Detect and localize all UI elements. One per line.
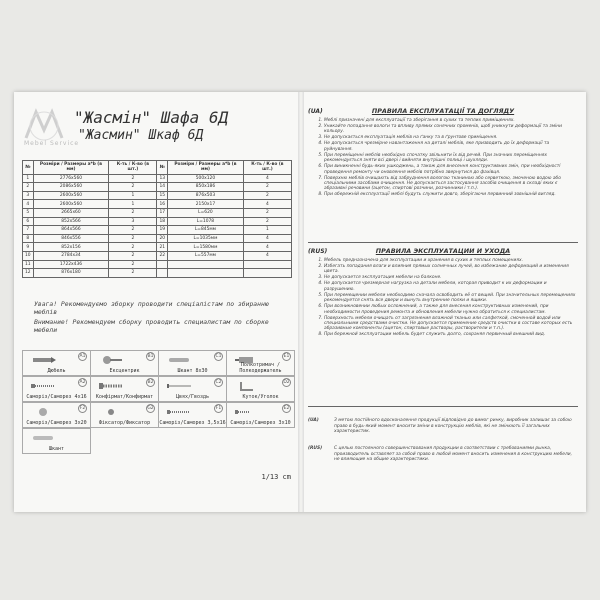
table-cell: 2665х60 xyxy=(33,208,109,217)
table-row xyxy=(23,269,292,278)
footer-lang-ru: (RUS) xyxy=(308,446,323,451)
rules-title-ua: ПРАВИЛА ЕКСПЛУАТАЦІЇ ТА ДОГЛЯДУ xyxy=(371,107,515,115)
fitting-label: Саморіз/Саморез 3,5х16 xyxy=(159,420,226,426)
table-cell: 9 xyxy=(23,243,34,252)
fitting-shelf-holder xyxy=(226,350,295,376)
table-cell: 2 xyxy=(109,226,157,235)
table-cell: 2 xyxy=(109,260,157,269)
table-cell: 8 xyxy=(23,234,34,243)
fitting-label: Ексцентрик xyxy=(109,368,140,374)
shkant-icon xyxy=(29,433,57,443)
parts-table xyxy=(22,160,292,278)
table-cell: 2 xyxy=(109,183,157,192)
table-header: Розміри / Размеры a*b (в мм) xyxy=(168,161,244,175)
fitting-code: C1 xyxy=(215,354,222,359)
table-cell: 2600х560 xyxy=(33,191,109,200)
fitting-fixator xyxy=(90,402,159,428)
table-row xyxy=(23,217,292,226)
assembly-note-ua: Увага! Рекомендуємо зборку проводити спеціалістам по збиранню меблів xyxy=(34,300,269,316)
table-cell: 10 xyxy=(23,251,34,260)
fitting-code: C2 xyxy=(215,380,222,385)
table-cell xyxy=(157,269,168,278)
rule-item: 6. При возникновении любых осложнений, а также для внесения конструктивных изменений, при необходимости проведения ремонта и обновления мебели нужно обратиться к специалистам. xyxy=(324,304,578,315)
divider xyxy=(308,406,578,407)
table-cell: 2 xyxy=(109,208,157,217)
nail-icon xyxy=(165,381,193,391)
rules-list-ru xyxy=(308,258,578,338)
lang-tag-ru: (RUS) xyxy=(308,248,328,255)
table-cell: 12 xyxy=(23,269,34,278)
fitting-label: Саморіз/Саморез 3х20 xyxy=(26,420,87,426)
table-cell: 4 xyxy=(23,200,34,209)
page-number: 1/13 cm xyxy=(261,473,291,481)
table-cell: 2 xyxy=(109,243,157,252)
right-page xyxy=(306,100,580,505)
rules-ua xyxy=(308,108,578,198)
left-page xyxy=(20,100,295,505)
screw-icon xyxy=(165,407,193,417)
table-cell: 876х503 xyxy=(168,191,244,200)
table-cell: 2 xyxy=(109,251,157,260)
screw-icon xyxy=(233,407,261,417)
screw-icon xyxy=(29,381,57,391)
table-cell: 22 xyxy=(157,251,168,260)
table-cell: L=620 xyxy=(168,208,244,217)
fitting-code: F2 xyxy=(79,406,86,411)
fitting-label: Саморіз/Саморез 3х10 xyxy=(230,420,291,426)
product-title-ua: "Жасмін" Шафа 6Д xyxy=(74,108,229,127)
table-cell: L=1078 xyxy=(168,217,244,226)
table-row xyxy=(23,191,292,200)
fitting-label: Полкотримач / Полкодержатель xyxy=(239,362,282,374)
table-cell: 1 xyxy=(23,174,34,183)
table-cell: 14 xyxy=(157,183,168,192)
eccentric-icon xyxy=(97,355,125,365)
table-cell: 2 xyxy=(109,174,157,183)
table-cell xyxy=(243,269,291,278)
rules-title-ru: ПРАВИЛА ЭКСПЛУАТАЦИИ И УХОДА xyxy=(375,247,511,255)
table-cell: 2 xyxy=(243,208,291,217)
table-cell: 1 xyxy=(109,191,157,200)
table-cell: 4 xyxy=(243,243,291,252)
table-cell: 2 xyxy=(109,269,157,278)
fitting-code: A2 xyxy=(79,380,86,385)
fitting-shkant xyxy=(158,350,227,376)
table-row xyxy=(23,183,292,192)
table-cell xyxy=(168,260,244,269)
table-cell: 2776х560 xyxy=(33,174,109,183)
table-row xyxy=(23,243,292,252)
table-cell: 846х556 xyxy=(33,234,109,243)
table-row xyxy=(23,200,292,209)
fitting-code: G2 xyxy=(147,406,154,411)
fitting-screw-3-5x16 xyxy=(158,402,227,428)
footer-lang-ua: (UA) xyxy=(308,418,319,423)
table-row xyxy=(23,208,292,217)
fitting-code: F1 xyxy=(215,406,222,411)
fixator-icon xyxy=(97,407,125,417)
fitting-code: E2 xyxy=(283,406,290,411)
fitting-screw-3x20 xyxy=(22,402,91,428)
footer-text-ru: С целью постоянного совершенствования продукции в соответствии с требованиями рынка, производитель оставляет за собой право в любой момент вносить изменения в конструкцию мебели, не влияющие на общие характеристики. xyxy=(334,446,573,462)
rule-item: 5. При переміщенні меблів необхідно спочатку звільнити їх від речей. При значних переміщеннях рекомендується зняти всі двері і вийняти внутрішні полиці і шухляди. xyxy=(324,153,578,164)
table-header: Розміри / Размеры a*b (в мм) xyxy=(33,161,109,175)
brand-logo-text: Mebel Service xyxy=(24,140,80,147)
table-cell xyxy=(157,260,168,269)
fitting-nail xyxy=(158,376,227,402)
table-header: № xyxy=(23,161,34,175)
table-cell: 2 xyxy=(23,183,34,192)
assembly-note-ru: Внимание! Рекомендуем сборку проводить специалистам по сборке мебели xyxy=(34,318,269,334)
fitting-label: Шкант xyxy=(48,446,65,452)
fitting-shkant-plain xyxy=(22,428,91,454)
rule-item: 1. Мебель предназначена для эксплуатации и хранения в сухих и теплых помещениях. xyxy=(324,258,578,263)
fitting-label: Дюбель xyxy=(47,368,66,374)
table-cell: 2 xyxy=(243,183,291,192)
table-cell: L=557мм xyxy=(168,251,244,260)
table-cell xyxy=(243,260,291,269)
table-cell: 4 xyxy=(243,234,291,243)
table-cell: 21 xyxy=(157,243,168,252)
table-cell: 500х120 xyxy=(168,174,244,183)
dowel-icon xyxy=(29,355,57,365)
table-row xyxy=(23,174,292,183)
fitting-label: Цвях/Гвоздь xyxy=(175,394,210,400)
table-cell: 2 xyxy=(109,234,157,243)
table-cell: 1 xyxy=(243,226,291,235)
corner-bracket-icon xyxy=(233,381,261,391)
table-cell: L=1580мм xyxy=(168,243,244,252)
fitting-label: Фіксатор/Фиксатор xyxy=(98,420,151,426)
footer-ua xyxy=(308,418,578,435)
fitting-label: Куток/Уголок xyxy=(242,394,279,400)
rules-ru xyxy=(308,248,578,338)
screw-icon xyxy=(29,407,57,417)
fitting-confirmat xyxy=(90,376,159,402)
table-cell: 850х186 xyxy=(168,183,244,192)
rule-item: 3. Не допускається експлуатація меблів на ґанку та в ґрунтове приміщення. xyxy=(324,135,578,140)
table-cell: 20 xyxy=(157,234,168,243)
rule-item: 1. Меблі призначені для експлуатації та зберігання в сухих та теплих приміщеннях. xyxy=(324,118,578,123)
fitting-code: E1 xyxy=(283,354,290,359)
table-cell: 864х566 xyxy=(33,226,109,235)
rule-item: 7. Поверхность мебели очищать от загрязнения влажной тканью или салфеткой, смоченной водой или специальными средствами очистки. Не допускается применение средств очистки в составе которых есть абразивные компоненты (ацетон, спиртовые растворы, растворители и т.п.). xyxy=(324,316,578,332)
table-cell: 2600х560 xyxy=(33,200,109,209)
table-header: К-ть / К-во (в шт.) xyxy=(243,161,291,175)
table-cell: 3 xyxy=(109,217,157,226)
page-fold xyxy=(298,92,304,512)
rule-item: 8. При обережній експлуатації меблі будуть служити довго, зберігаючи первинний зовнішній вигляд. xyxy=(324,192,578,197)
table-cell: 3 xyxy=(23,191,34,200)
table-cell: 2784х34 xyxy=(33,251,109,260)
product-title-ru: "Жасмин" Шкаф 6Д xyxy=(78,128,204,143)
table-cell: 15 xyxy=(157,191,168,200)
table-cell: 2086х560 xyxy=(33,183,109,192)
table-cell: 2 xyxy=(243,191,291,200)
fitting-label: Саморіз/Саморез 4х16 xyxy=(26,394,87,400)
table-cell: 4 xyxy=(243,251,291,260)
fitting-eccentric xyxy=(90,350,159,376)
table-cell: 4 xyxy=(243,174,291,183)
fitting-label: Шкант 8х30 xyxy=(177,368,208,374)
footer-text-ua: З метою постійного вдосконалення продукції відповідно до вимог ринку, виробник залишає за собою право в будь-який момент вносити зміни в конструкцію меблів, які не змінюють її загальних характеристик. xyxy=(334,418,572,434)
fitting-dowel xyxy=(22,350,91,376)
table-cell: 852х156 xyxy=(33,243,109,252)
table-header: К-ть / К-во (в шт.) xyxy=(109,161,157,175)
table-cell: 19 xyxy=(157,226,168,235)
table-cell: L=1035мм xyxy=(168,234,244,243)
divider xyxy=(308,242,578,243)
shkant-icon xyxy=(165,355,193,365)
rule-item: 2. Избегать попадания влаги и влияния прямых солнечных лучей, во избежание деформаций и изменения цвета. xyxy=(324,264,578,275)
table-cell: 876х180 xyxy=(33,269,109,278)
fittings-grid xyxy=(22,350,294,478)
table-cell: 2150х17 xyxy=(168,200,244,209)
rules-list-ua xyxy=(308,118,578,198)
rule-item: 4. Не допускається чрезмірне навантаження на деталі меблів, яке призводить до їх деформації та руйнування. xyxy=(324,141,578,152)
table-cell: 18 xyxy=(157,217,168,226)
table-cell: 17 xyxy=(157,208,168,217)
fitting-code: A1 xyxy=(79,354,86,359)
table-row xyxy=(23,260,292,269)
table-cell: 852х566 xyxy=(33,217,109,226)
fitting-screw-4x16 xyxy=(22,376,91,402)
lang-tag-ua: (UA) xyxy=(308,108,323,115)
table-row xyxy=(23,251,292,260)
rule-item: 7. Поверхню меблів очищають від забруднення вологою тканиною або серветкою, змоченою водою або спеціальними засобами очищення. Не допускається застосування засобів очищення в складі яких є абразивні речовини (ацетон, спиртові розчини, розчинники і т.п.). xyxy=(324,176,578,192)
table-cell xyxy=(168,269,244,278)
table-row xyxy=(23,234,292,243)
fitting-code: D2 xyxy=(283,380,290,385)
fitting-screw-3x10 xyxy=(226,402,295,428)
fitting-code: B2 xyxy=(147,380,154,385)
table-cell: 7 xyxy=(23,226,34,235)
table-cell: 6 xyxy=(23,217,34,226)
table-row xyxy=(23,226,292,235)
table-cell: 11 xyxy=(23,260,34,269)
rule-item: 6. При виникненні будь-яких ушкоджень, а також для внесення конструктивних змін, при необхідності проведення ремонту чи оновлення меблів потрібно звернутися до фахівця. xyxy=(324,164,578,175)
rule-item: 8. При бережной эксплуатации мебель будет служить долго, сохраняя первичный внешний вид. xyxy=(324,332,578,337)
table-cell: 16 xyxy=(157,200,168,209)
fitting-corner xyxy=(226,376,295,402)
footer-ru xyxy=(308,446,578,463)
table-cell: 5 xyxy=(23,208,34,217)
table-cell: 13 xyxy=(157,174,168,183)
rule-item: 5. При перемещении мебели необходимо сначала освободить её от вещей. При значительных перемещениях рекомендуется снять все двери и вынуть внутренние полки и ящики. xyxy=(324,293,578,304)
rule-item: 4. Не допускается чрезмерная нагрузка на детали мебели, которая приводит к их деформации и разрушению. xyxy=(324,281,578,292)
rule-item: 2. Уникайте попадання вологи та впливу прямих сонячних променів, щоб уникнути деформації та зміни кольору. xyxy=(324,124,578,135)
table-cell: L=845мм xyxy=(168,226,244,235)
table-header: № xyxy=(157,161,168,175)
fitting-code: B1 xyxy=(147,354,154,359)
table-cell: 1 xyxy=(109,200,157,209)
table-cell: 4 xyxy=(243,200,291,209)
rule-item: 3. Не допускается эксплуатация мебели на балконе. xyxy=(324,275,578,280)
table-cell: 2 xyxy=(243,217,291,226)
fitting-label: Конфірмат/Конфирмат xyxy=(95,394,154,400)
confirmat-icon xyxy=(97,381,125,391)
table-cell: 1722х436 xyxy=(33,260,109,269)
